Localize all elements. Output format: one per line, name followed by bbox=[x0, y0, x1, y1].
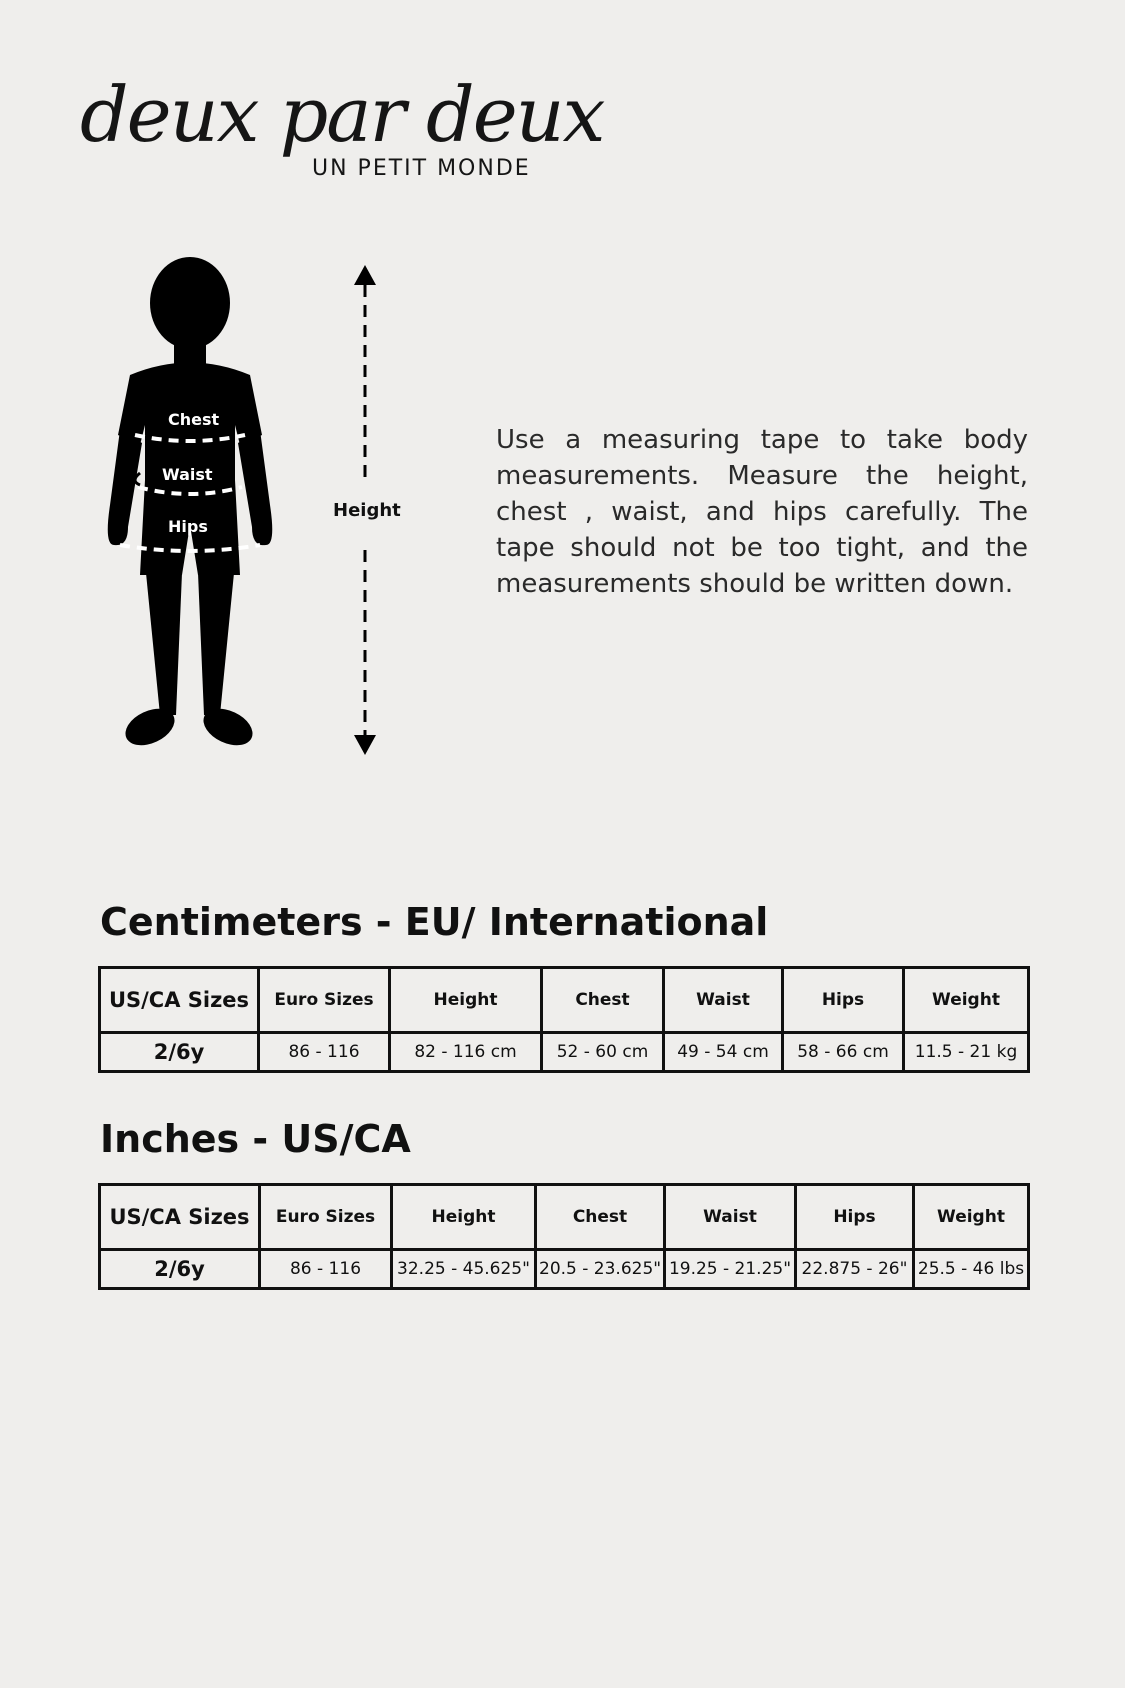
header-chest: Chest bbox=[542, 968, 664, 1033]
cell-euro-size: 86 - 116 bbox=[259, 1033, 390, 1072]
header-us-ca-sizes: US/CA Sizes bbox=[100, 968, 259, 1033]
cell-height: 32.25 - 45.625" bbox=[392, 1250, 536, 1289]
cell-chest: 52 - 60 cm bbox=[542, 1033, 664, 1072]
table-row bbox=[100, 1250, 1029, 1289]
header-waist: Waist bbox=[664, 968, 783, 1033]
cell-weight: 11.5 - 21 kg bbox=[904, 1033, 1029, 1072]
chest-label: Chest bbox=[168, 410, 220, 429]
imperial-section-title: Inches - US/CA bbox=[100, 1117, 411, 1161]
arrow-down-icon bbox=[354, 735, 376, 755]
header-hips: Hips bbox=[796, 1185, 914, 1250]
cell-waist: 19.25 - 21.25" bbox=[665, 1250, 796, 1289]
metric-section-title: Centimeters - EU/ International bbox=[100, 900, 769, 944]
header-euro-sizes: Euro Sizes bbox=[259, 968, 390, 1033]
header-height: Height bbox=[390, 968, 542, 1033]
metric-size-table bbox=[98, 966, 1030, 1073]
imperial-size-table bbox=[98, 1183, 1030, 1290]
brand-logo-tagline: UN PETIT MONDE bbox=[312, 156, 531, 181]
measurement-instructions: Use a measuring tape to take body measurements. Measure the height, chest , waist, and hips carefully. The tape should not be too tight, and the measurements should be written down. bbox=[496, 425, 1028, 599]
brand-logo bbox=[80, 70, 620, 190]
table-header-row bbox=[100, 1185, 1029, 1250]
table-row bbox=[100, 1033, 1029, 1072]
header-weight: Weight bbox=[914, 1185, 1029, 1250]
header-weight: Weight bbox=[904, 968, 1029, 1033]
height-label: Height bbox=[333, 500, 401, 521]
header-us-ca-sizes: US/CA Sizes bbox=[100, 1185, 260, 1250]
cell-us-ca-size: 2/6y bbox=[100, 1033, 259, 1072]
cell-weight: 25.5 - 46 lbs bbox=[914, 1250, 1029, 1289]
arrow-up-icon bbox=[354, 265, 376, 285]
cell-us-ca-size: 2/6y bbox=[100, 1250, 260, 1289]
cell-hips: 58 - 66 cm bbox=[783, 1033, 904, 1072]
header-chest: Chest bbox=[536, 1185, 665, 1250]
header-waist: Waist bbox=[665, 1185, 796, 1250]
waist-label: Waist bbox=[162, 465, 213, 484]
hips-label: Hips bbox=[168, 517, 208, 536]
header-height: Height bbox=[392, 1185, 536, 1250]
brand-logo-wordmark: deux par deux bbox=[80, 70, 604, 159]
cell-hips: 22.875 - 26" bbox=[796, 1250, 914, 1289]
cell-waist: 49 - 54 cm bbox=[664, 1033, 783, 1072]
header-euro-sizes: Euro Sizes bbox=[260, 1185, 392, 1250]
cell-euro-size: 86 - 116 bbox=[260, 1250, 392, 1289]
cell-height: 82 - 116 cm bbox=[390, 1033, 542, 1072]
header-hips: Hips bbox=[783, 968, 904, 1033]
table-header-row bbox=[100, 968, 1029, 1033]
cell-chest: 20.5 - 23.625" bbox=[536, 1250, 665, 1289]
